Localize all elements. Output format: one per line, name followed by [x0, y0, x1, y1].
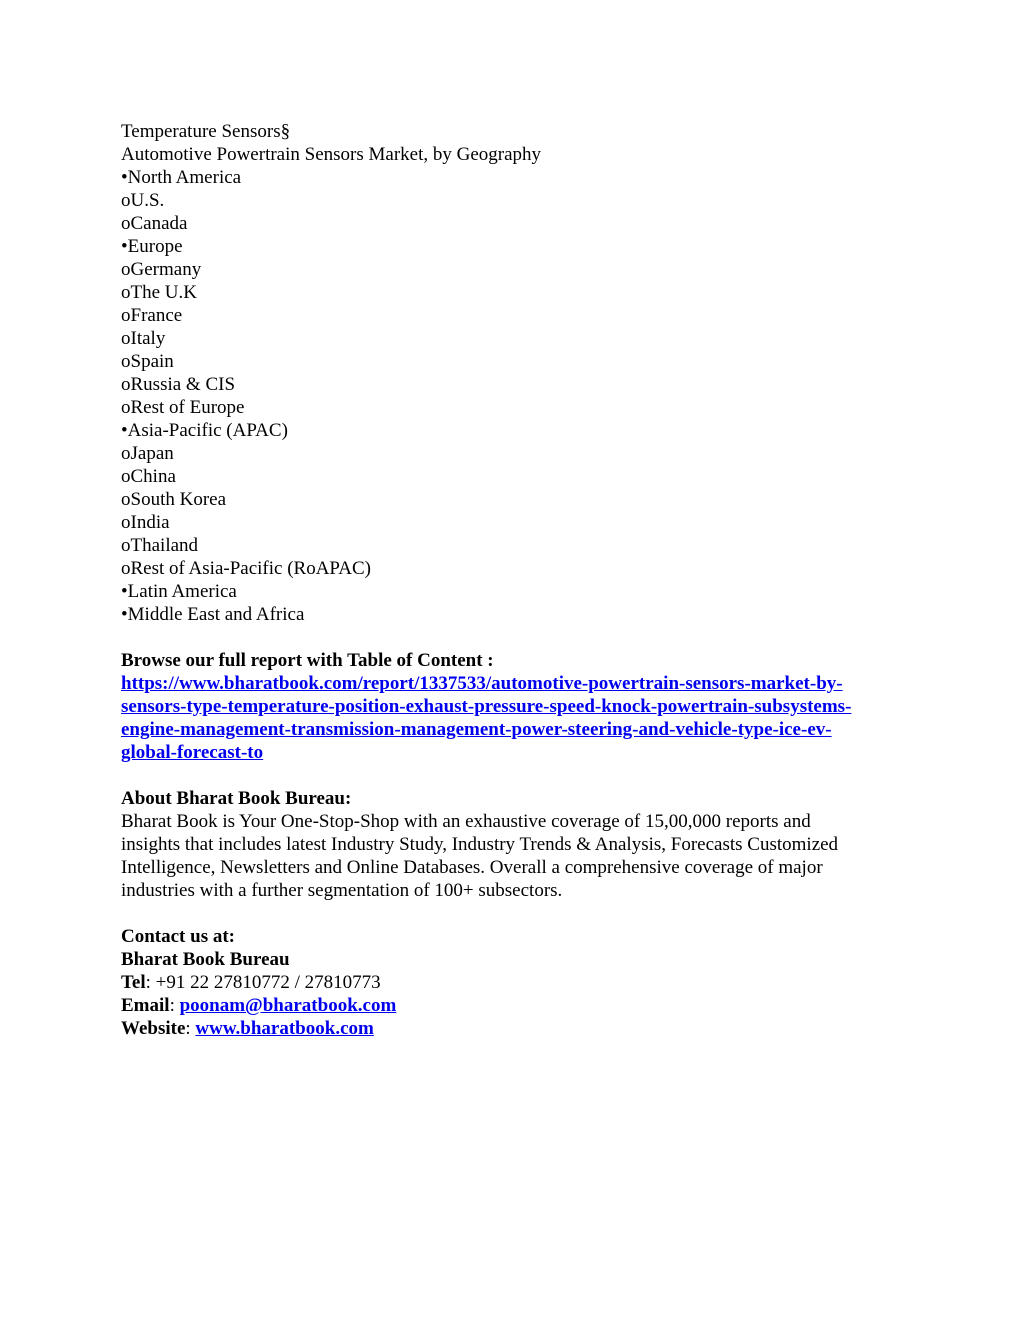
tel-label: Tel	[121, 972, 146, 993]
spacer	[121, 626, 921, 649]
website-link[interactable]: www.bharatbook.com	[195, 1018, 374, 1039]
list-item: oFrance	[121, 305, 183, 326]
spacer	[121, 902, 921, 925]
email-separator: :	[169, 995, 180, 1016]
section-title-geography: Automotive Powertrain Sensors Market, by Geography	[121, 144, 542, 165]
about-text-line: industries with a further segmentation of 100+ subsectors.	[121, 880, 563, 901]
list-item: oJapan	[121, 443, 174, 464]
contact-tel	[121, 971, 921, 994]
list-item: oSpain	[121, 351, 174, 372]
list-item: oSouth Korea	[121, 489, 227, 510]
report-link[interactable]	[121, 672, 921, 764]
email-link[interactable]: poonam@bharatbook.com	[179, 995, 397, 1016]
list-item: oRest of Europe	[121, 397, 245, 418]
browse-heading: Browse our full report with Table of Content :	[121, 650, 494, 671]
email-label: Email	[121, 995, 170, 1016]
report-link-line: global-forecast-to	[121, 742, 264, 763]
list-item: •Europe	[121, 236, 183, 257]
contact-email	[121, 994, 921, 1017]
contact-heading: Contact us at:	[121, 926, 235, 947]
website-separator: :	[185, 1018, 196, 1039]
list-item: oItaly	[121, 328, 166, 349]
list-item: oU.S.	[121, 190, 165, 211]
list-item: oRest of Asia-Pacific (RoAPAC)	[121, 558, 371, 579]
website-label: Website	[121, 1018, 186, 1039]
list-item: •Asia-Pacific (APAC)	[121, 420, 288, 441]
report-link-line: sensors-type-temperature-position-exhaust-pressure-speed-knock-powertrain-subsystems-	[121, 696, 852, 717]
about-text-line: insights that includes latest Industry Study, Industry Trends & Analysis, Forecasts Customized	[121, 834, 839, 855]
about-heading: About Bharat Book Bureau:	[121, 788, 352, 809]
list-item: oCanada	[121, 213, 188, 234]
report-link-line: https://www.bharatbook.com/report/1337533/automotive-powertrain-sensors-market-by-	[121, 673, 843, 694]
list-item: oGermany	[121, 259, 202, 280]
list-item: oIndia	[121, 512, 170, 533]
list-item: •Latin America	[121, 581, 237, 602]
about-text-line: Bharat Book is Your One-Stop-Shop with an exhaustive coverage of 15,00,000 reports and	[121, 811, 811, 832]
report-link-line: engine-management-transmission-management-power-steering-and-vehicle-type-ice-ev-	[121, 719, 832, 740]
contact-company: Bharat Book Bureau	[121, 949, 290, 970]
list-item: •Middle East and Africa	[121, 604, 305, 625]
spacer	[121, 764, 921, 787]
list-line: Temperature Sensors§	[121, 121, 291, 142]
list-item: •North America	[121, 167, 242, 188]
about-text-line: Intelligence, Newsletters and Online Databases. Overall a comprehensive coverage of major	[121, 857, 823, 878]
list-item: oRussia & CIS	[121, 374, 236, 395]
list-item: oThe U.K	[121, 282, 197, 303]
document-page	[121, 120, 921, 1040]
tel-value: : +91 22 27810772 / 27810773	[145, 972, 381, 993]
list-item: oChina	[121, 466, 176, 487]
contact-website	[121, 1017, 921, 1040]
list-item: oThailand	[121, 535, 199, 556]
